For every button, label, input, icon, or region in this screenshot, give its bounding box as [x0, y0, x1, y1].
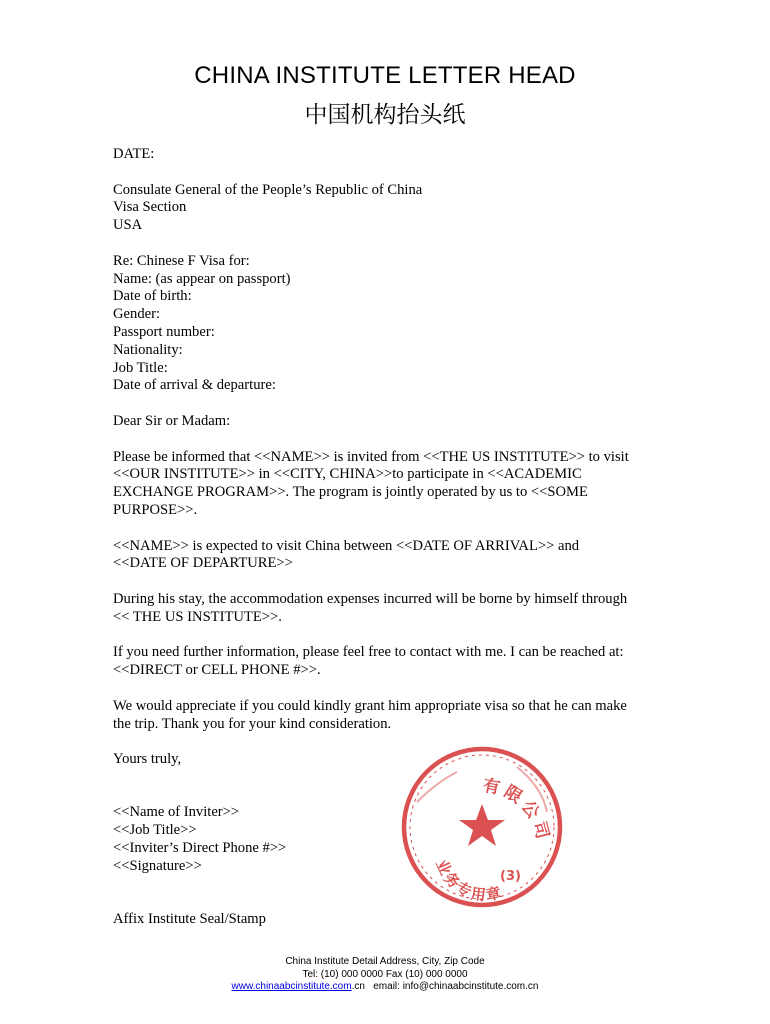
recipient-line: Consulate General of the People’s Republic of China [113, 181, 423, 198]
paragraph-closing [113, 698, 673, 734]
seal-text-top: 有限公司 [481, 775, 554, 845]
paragraph-line: the trip. Thank you for your kind consideration. [113, 715, 392, 732]
re-line: Re: Chinese F Visa for: [113, 252, 250, 269]
recipient-address [113, 182, 673, 235]
paragraph-line: << THE US INSTITUTE>>. [113, 608, 282, 625]
website-suffix: .cn [351, 981, 365, 993]
signature-block [113, 804, 673, 875]
signature-line: <<Name of Inviter>> [113, 804, 240, 821]
paragraph-dates [113, 538, 673, 574]
signature-line: <<Inviter’s Direct Phone #>> [113, 840, 287, 857]
seal-star-icon [459, 804, 505, 846]
letterhead-title-chinese: 中国机构抬头纸 [304, 102, 466, 128]
re-line: Job Title: [113, 359, 168, 376]
paragraph-line: <<NAME>> is expected to visit China between <<DATE OF ARRIVAL>> and [113, 537, 580, 554]
recipient-line: Visa Section [113, 199, 187, 216]
svg-text:业务专用章 [432, 857, 505, 905]
re-line: Date of arrival & departure: [113, 377, 276, 394]
paragraph-line: <<OUR INSTITUTE>> in <<CITY, CHINA>>to participate in <<ACADEMIC [113, 466, 582, 483]
re-line: Date of birth: [113, 288, 192, 305]
re-block [113, 253, 673, 395]
paragraph-invitation [113, 449, 673, 520]
re-line: Gender: [113, 306, 161, 323]
re-line: Name: (as appear on passport) [113, 270, 291, 287]
signature-line: <<Job Title>> [113, 822, 197, 839]
signature-line: <<Signature>> [113, 857, 202, 874]
letterhead-title: CHINA INSTITUTE LETTER HEAD [194, 62, 576, 89]
footer-web-email [0, 981, 770, 994]
paragraph-line: Please be informed that <<NAME>> is invited from <<THE US INSTITUTE>> to visit [113, 448, 629, 465]
paragraph-line: <<DATE OF DEPARTURE>> [113, 555, 293, 572]
paragraph-line: PURPOSE>>. [113, 501, 198, 518]
paragraph-line: We would appreciate if you could kindly grant him appropriate visa so that he can make [113, 697, 627, 714]
letter-body [113, 146, 673, 929]
recipient-line: USA [113, 217, 143, 234]
company-seal-stamp [397, 742, 567, 912]
footer-phone-fax: Tel: (10) 000 0000 Fax (10) 000 0000 [302, 968, 468, 980]
seal-number: (3) [500, 869, 521, 884]
paragraph-line: If you need further information, please feel free to contact with me. I can be reached at: [113, 644, 624, 661]
letter-footer [0, 956, 770, 994]
paragraph-line: <<DIRECT or CELL PHONE #>>. [113, 662, 321, 679]
website-link[interactable]: www.chinaabcinstitute.com [231, 981, 352, 993]
date-label: DATE: [113, 146, 155, 162]
paragraph-expenses [113, 591, 673, 627]
re-line: Passport number: [113, 323, 215, 340]
paragraph-line: EXCHANGE PROGRAM>>. The program is jointly operated by us to <<SOME [113, 484, 588, 501]
paragraph-line: During his stay, the accommodation expenses incurred will be borne by himself through [113, 590, 628, 607]
paragraph-contact [113, 644, 673, 680]
re-line: Nationality: [113, 341, 183, 358]
footer-address: China Institute Detail Address, City, Zip Code [285, 956, 485, 967]
seal-text-bottom: 业务专用章 [432, 856, 505, 905]
closing: Yours truly, [113, 751, 182, 768]
seal-note: Affix Institute Seal/Stamp [113, 911, 266, 928]
footer-email: email: info@chinaabcinstitute.com.cn [373, 981, 539, 993]
salutation: Dear Sir or Madam: [113, 412, 231, 429]
